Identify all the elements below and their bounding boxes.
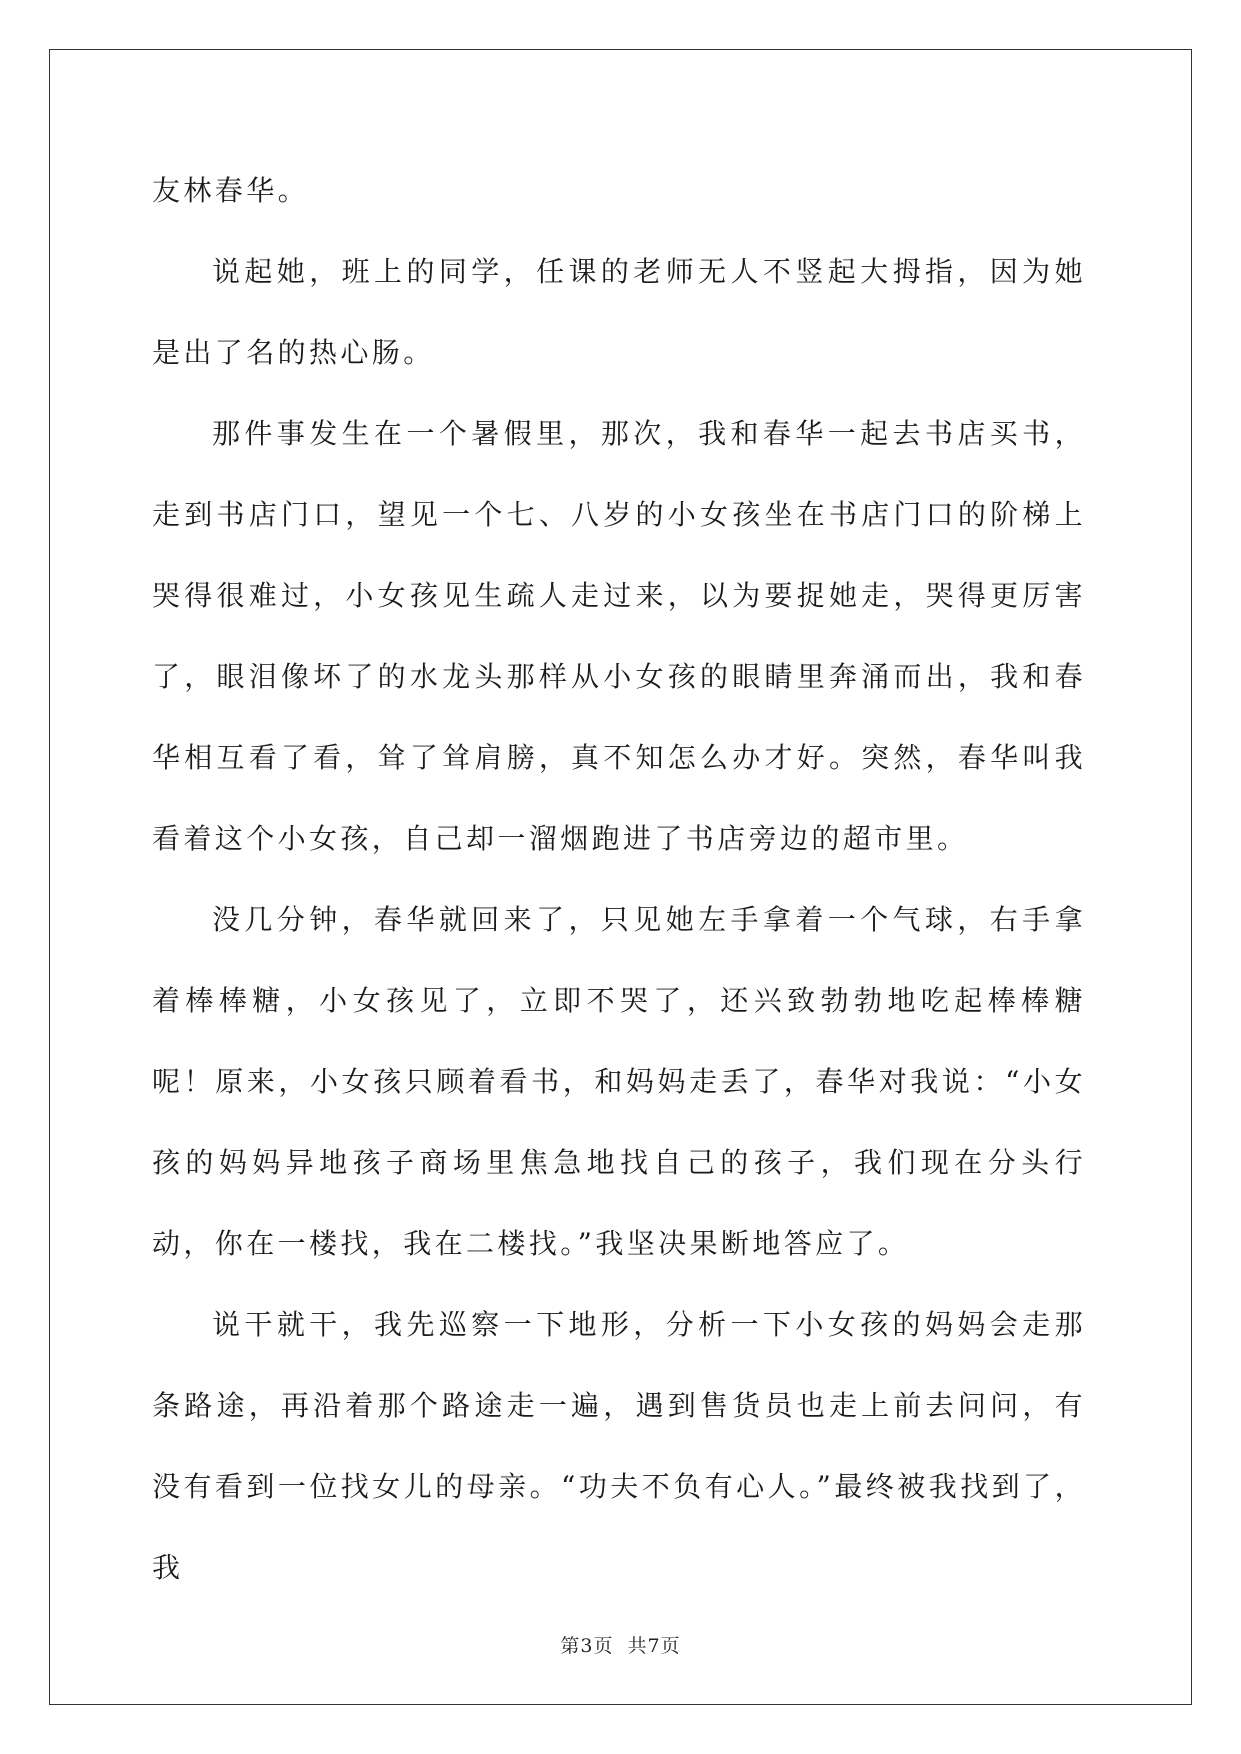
page-number: 第3页 bbox=[560, 1635, 614, 1657]
page-footer bbox=[0, 1631, 1241, 1658]
paragraph-4: 没几分钟，春华就回来了，只见她左手拿着一个气球，右手拿着棒棒糖，小女孩见了，立即不哭了，还兴致勃勃地吃起棒棒糖呢！原来，小女孩只顾着看书，和妈妈走丢了，春华对我说：“小女孩的妈妈异地孩子商场里焦急地找自己的孩子，我们现在分头行动，你在一楼找，我在二楼找。”我坚决果断地答应了。 bbox=[152, 903, 1086, 1260]
paragraph-1: 友林春华。 bbox=[152, 174, 310, 207]
paragraph-2: 说起她，班上的同学，任课的老师无人不竖起大拇指，因为她是出了名的热心肠。 bbox=[152, 255, 1086, 369]
paragraph-5: 说干就干，我先巡察一下地形，分析一下小女孩的妈妈会走那条路途，再沿着那个路途走一遍，遇到售货员也走上前去问问，有没有看到一位找女儿的母亲。“功夫不负有心人。”最终被我找到了，我 bbox=[152, 1308, 1086, 1584]
page-total: 共7页 bbox=[627, 1635, 681, 1657]
paragraph-3: 那件事发生在一个暑假里，那次，我和春华一起去书店买书，走到书店门口，望见一个七、八岁的小女孩坐在书店门口的阶梯上哭得很难过，小女孩见生疏人走过来，以为要捉她走，哭得更厉害了，眼泪像坏了的水龙头那样从小女孩的眼睛里奔涌而出，我和春华相互看了看，耸了耸肩膀，真不知怎么办才好。突然，春华叫我看着这个小女孩，自己却一溜烟跑进了书店旁边的超市里。 bbox=[152, 417, 1086, 855]
document-body bbox=[152, 150, 1086, 1608]
